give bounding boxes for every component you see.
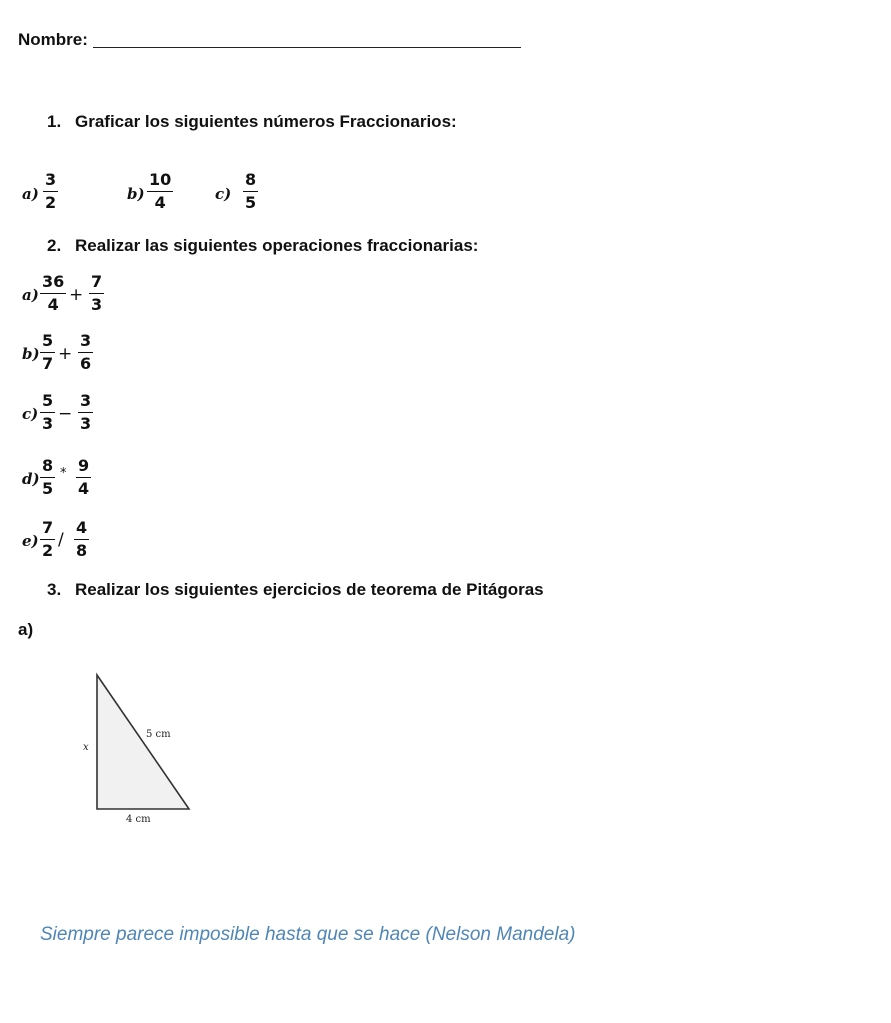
name-blank-line[interactable] <box>93 47 521 48</box>
s2-item-d-operator: * <box>60 466 67 481</box>
s2-item-d-fraction-1 <box>40 458 55 497</box>
s2-item-e-operator: / <box>58 530 64 550</box>
numerator: 9 <box>76 458 91 478</box>
denominator: 4 <box>78 479 90 498</box>
numerator: 5 <box>40 333 55 353</box>
s2-item-b-operator: + <box>58 344 73 364</box>
numerator: 5 <box>40 393 55 413</box>
s2-item-a-label: a) <box>22 286 39 304</box>
right-triangle-figure <box>80 660 210 830</box>
section-2-title: Realizar las siguientes operaciones fraccionarias: <box>75 236 479 255</box>
section-2-number: 2. <box>47 236 62 255</box>
numerator: 3 <box>78 393 93 413</box>
s2-item-d-label: d) <box>22 470 40 488</box>
s2-item-c-fraction-2 <box>78 393 93 432</box>
hypotenuse-label: 5 cm <box>146 729 171 740</box>
s1-item-c-fraction <box>243 172 258 211</box>
numerator: 8 <box>40 458 55 478</box>
s2-item-b-fraction-2 <box>78 333 93 372</box>
section-1-number: 1. <box>47 112 62 131</box>
section-1-title: Graficar los siguientes números Fraccionarios: <box>75 112 457 131</box>
denominator: 5 <box>245 193 257 212</box>
s1-item-c-label: c) <box>215 185 232 203</box>
denominator: 3 <box>42 414 54 433</box>
s2-item-d-fraction-2 <box>76 458 91 497</box>
section-1-heading <box>47 112 457 132</box>
section-3-number: 3. <box>47 580 62 599</box>
numerator: 3 <box>78 333 93 353</box>
s2-item-e-fraction-2 <box>74 520 89 559</box>
base-label: 4 cm <box>126 814 151 825</box>
denominator: 8 <box>76 541 88 560</box>
s2-item-c-operator: − <box>58 404 73 424</box>
s1-item-a-label: a) <box>22 185 39 203</box>
s2-item-a-operator: + <box>69 285 84 305</box>
denominator: 2 <box>42 541 54 560</box>
s2-item-b-fraction-1 <box>40 333 55 372</box>
s1-item-a-fraction <box>43 172 58 211</box>
numerator: 36 <box>40 274 66 294</box>
s2-item-a-fraction-1 <box>40 274 66 313</box>
numerator: 4 <box>74 520 89 540</box>
s2-item-c-fraction-1 <box>40 393 55 432</box>
denominator: 4 <box>47 295 59 314</box>
s2-item-b-label: b) <box>22 345 40 363</box>
s1-item-b-fraction <box>147 172 173 211</box>
numerator: 7 <box>89 274 104 294</box>
denominator: 4 <box>154 193 166 212</box>
denominator: 5 <box>42 479 54 498</box>
section-3-title: Realizar los siguientes ejercicios de teorema de Pitágoras <box>75 580 544 599</box>
denominator: 3 <box>91 295 103 314</box>
section-3-sub-label: a) <box>18 620 34 639</box>
denominator: 6 <box>80 354 92 373</box>
s1-item-b-label: b) <box>127 185 145 203</box>
numerator: 8 <box>243 172 258 192</box>
numerator: 10 <box>147 172 173 192</box>
denominator: 3 <box>80 414 92 433</box>
denominator: 7 <box>42 354 54 373</box>
side-x-label: x <box>83 742 89 753</box>
numerator: 3 <box>43 172 58 192</box>
section-2-heading <box>47 236 478 256</box>
section-3-heading <box>47 580 544 600</box>
denominator: 2 <box>45 193 57 212</box>
name-label: Nombre: <box>18 30 88 49</box>
s2-item-e-fraction-1 <box>40 520 55 559</box>
s2-item-a-fraction-2 <box>89 274 104 313</box>
quote-text: Siempre parece imposible hasta que se hace (Nelson Mandela) <box>40 924 576 945</box>
s2-item-c-label: c) <box>22 405 39 423</box>
numerator: 7 <box>40 520 55 540</box>
s2-item-e-label: e) <box>22 532 39 550</box>
triangle-shape <box>97 675 189 809</box>
